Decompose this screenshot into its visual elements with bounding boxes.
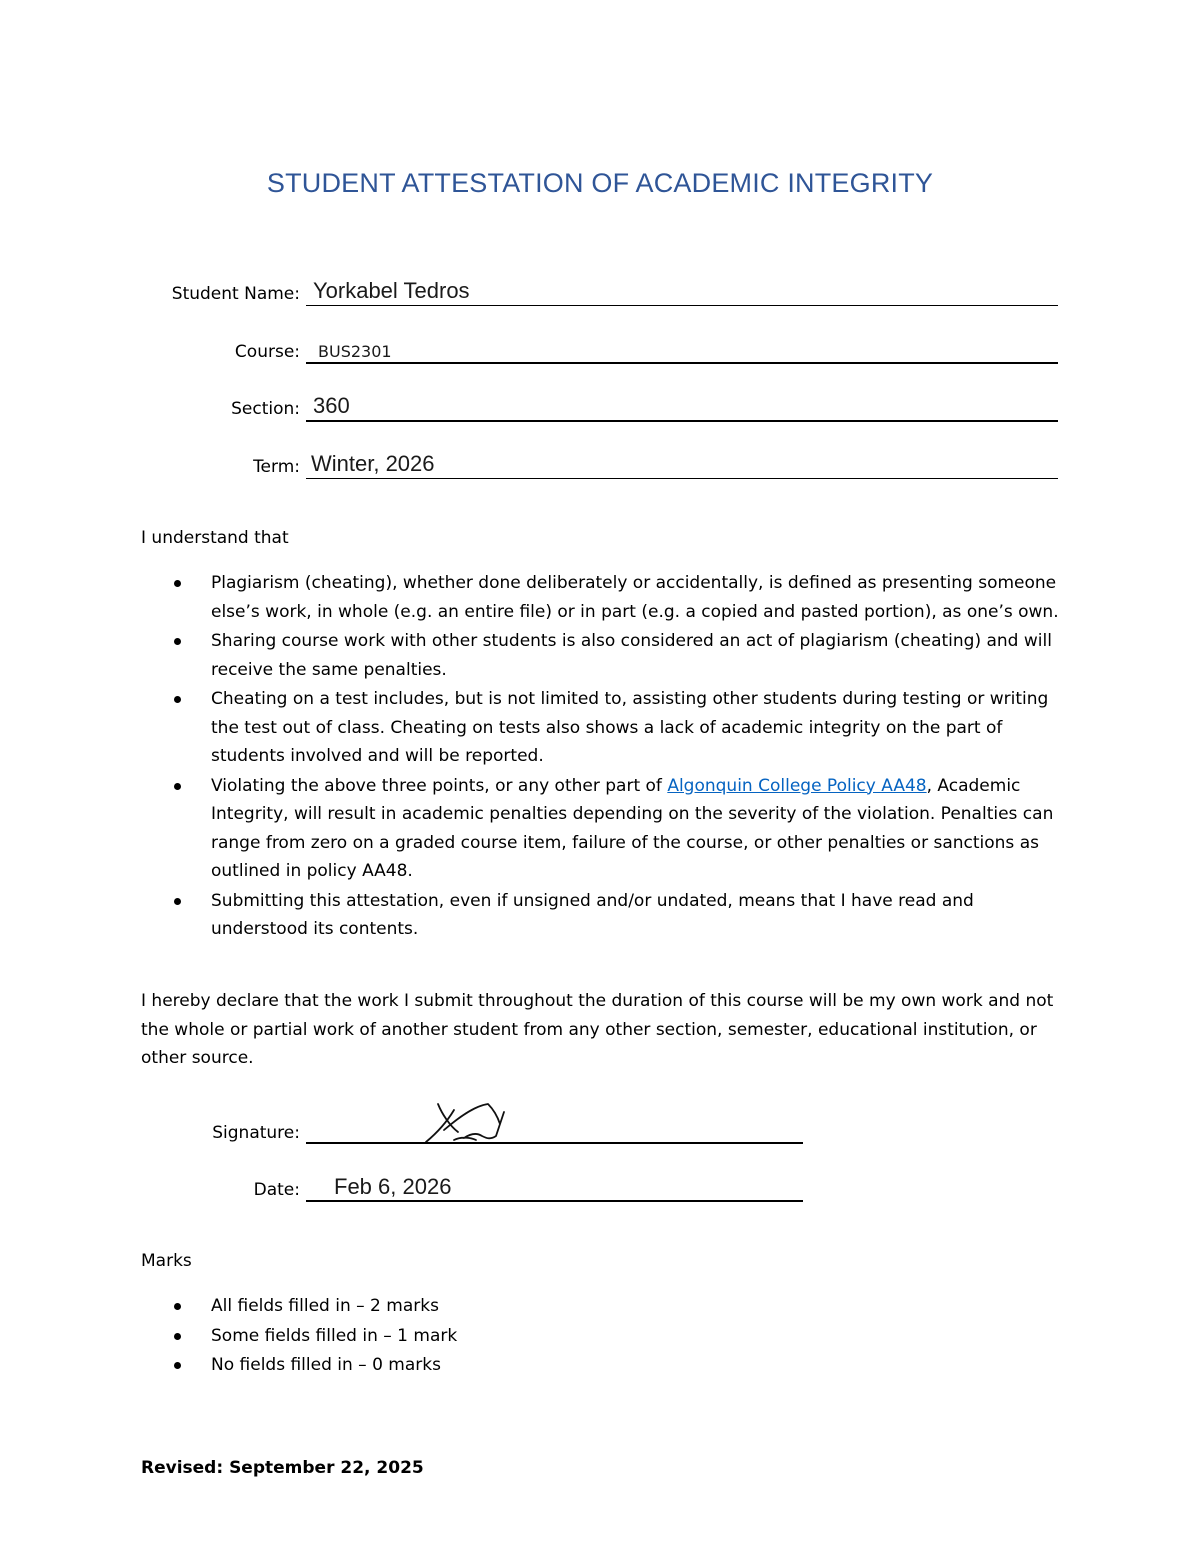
list-item: Sharing course work with other students is also considered an act of plagiarism (cheating) and will receive the same penalties. — [141, 627, 1061, 684]
list-item: Violating the above three points, or any other part of Algonquin College Policy AA48, Academic Integrity, will result in academic penalties depending on the severity of the violation. Penalties can range from zero on a graded course item, failure of the course, or other penalties or sanctions as outlined in policy AA48. — [141, 772, 1061, 886]
term-value[interactable]: Winter, 2026 — [311, 451, 435, 476]
course-value[interactable]: BUS2301 — [318, 342, 392, 361]
list-item: Plagiarism (cheating), whether done deliberately or accidentally, is defined as presenting someone else’s work, in whole (e.g. an entire file) or in part (e.g. a copied and pasted portion), as one’s own. — [141, 569, 1061, 626]
signature-image — [424, 1100, 508, 1148]
list-item: All fields filled in – 2 marks — [141, 1292, 1061, 1321]
course-label: Course: — [234, 342, 300, 362]
marks-list — [141, 1292, 1061, 1381]
course-line — [306, 362, 1058, 364]
bullet-icon — [174, 696, 181, 703]
term-label: Term: — [253, 457, 300, 477]
bullet-icon — [174, 580, 181, 587]
bullet-icon — [174, 783, 181, 790]
understand-intro: I understand that — [141, 528, 289, 548]
bullet-icon — [174, 898, 181, 905]
marks-heading: Marks — [141, 1251, 192, 1271]
date-label: Date: — [253, 1180, 300, 1200]
policy-aa48-link[interactable]: Algonquin College Policy AA48 — [667, 775, 927, 796]
student-name-label: Student Name: — [171, 284, 300, 304]
section-value[interactable]: 360 — [313, 393, 350, 418]
bullet-icon — [174, 1362, 181, 1369]
list-item: Cheating on a test includes, but is not limited to, assisting other students during testing or writing the test out of class. Cheating on tests also shows a lack of academic integrity on the part of students involved and will be reported. — [141, 685, 1061, 771]
date-line — [306, 1200, 803, 1202]
declaration-text: I hereby declare that the work I submit throughout the duration of this course will be my own work and not the whole or partial work of another student from any other section, semester, educational institution, or other source. — [141, 991, 1054, 1068]
student-name-value[interactable]: Yorkabel Tedros — [313, 278, 470, 303]
term-line — [306, 478, 1058, 479]
bullet-icon — [174, 638, 181, 645]
bullet-icon — [174, 1333, 181, 1340]
student-name-line — [306, 305, 1058, 306]
section-label: Section: — [231, 399, 300, 419]
list-item: No fields filled in – 0 marks — [141, 1351, 1061, 1380]
signature-label: Signature: — [212, 1123, 300, 1143]
signature-line[interactable] — [306, 1142, 803, 1144]
revised-footer: Revised: September 22, 2025 — [141, 1458, 424, 1478]
bullet-icon — [174, 1303, 181, 1310]
page-title: STUDENT ATTESTATION OF ACADEMIC INTEGRITY — [266, 168, 934, 198]
list-item: Submitting this attestation, even if unsigned and/or undated, means that I have read and understood its contents. — [141, 887, 1061, 944]
section-line — [306, 420, 1058, 422]
date-value[interactable]: Feb 6, 2026 — [334, 1174, 452, 1199]
list-item: Some fields filled in – 1 mark — [141, 1322, 1061, 1351]
understanding-list — [141, 569, 1061, 945]
